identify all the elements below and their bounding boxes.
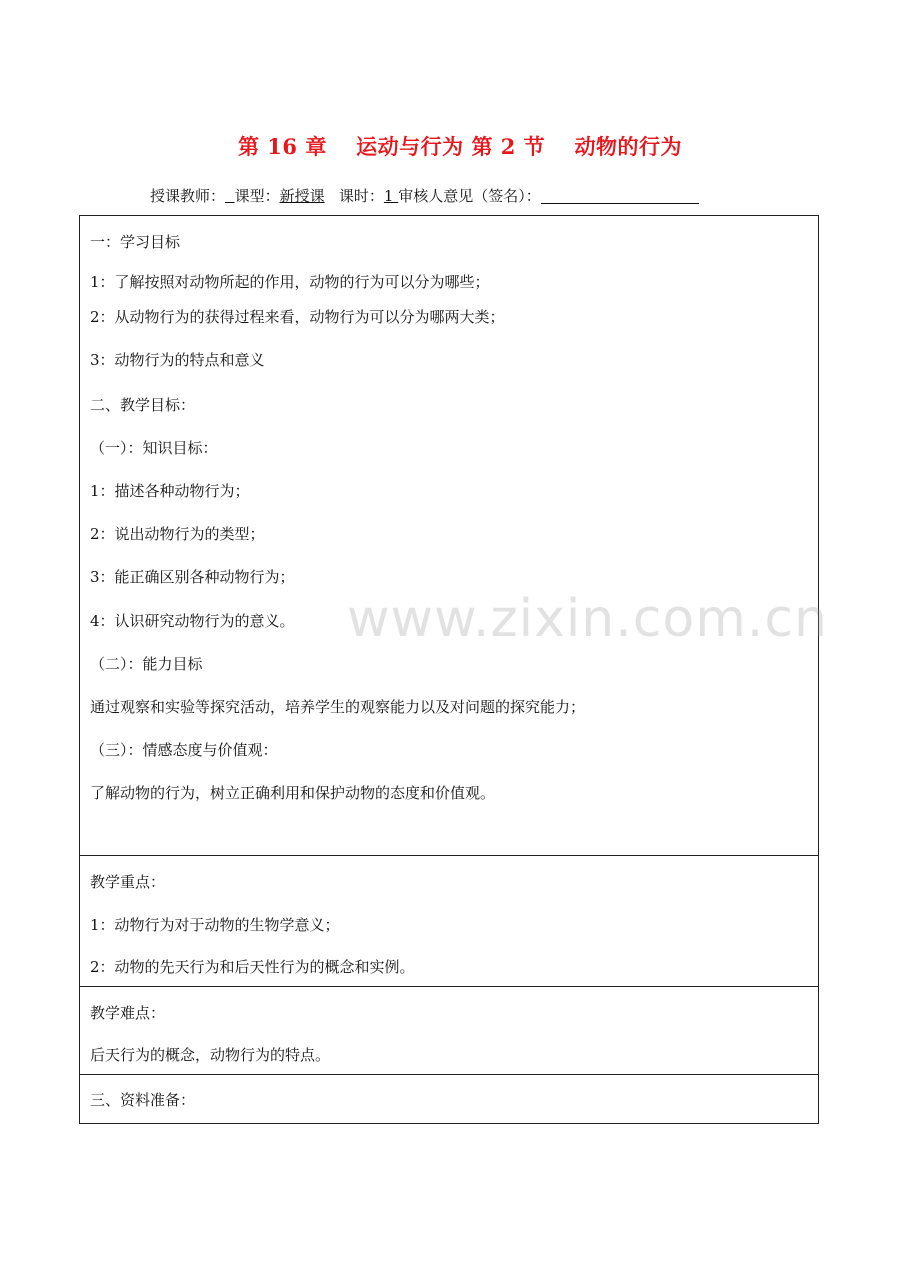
hours-label: 课时：: [338, 187, 384, 205]
list-item: 1：了解按照对动物所起的作用，动物的行为可以分为哪些；: [90, 273, 490, 291]
list-item: 了解动物的行为，树立正确利用和保护动物的态度和价值观。: [90, 784, 496, 802]
review-label: 审核人意见（签名）：: [398, 187, 541, 205]
list-item: 1：动物行为对于动物的生物学意义；: [90, 916, 340, 934]
teacher-blank: [225, 187, 235, 205]
subsection-heading: （三）：情感态度与价值观：: [90, 741, 278, 759]
teacher-label: 授课教师：: [150, 187, 226, 205]
watermark: www.zixin.com.cn: [347, 589, 828, 649]
list-item: 2：说出动物行为的类型；: [90, 525, 265, 543]
difficulties-section: [79, 986, 819, 1075]
objectives-section: [79, 215, 819, 856]
materials-section: [79, 1074, 819, 1124]
key-points-section: [79, 855, 819, 987]
list-item: 2：动物的先天行为和后天性行为的概念和实例。: [90, 958, 415, 976]
section-heading: 三、资料准备：: [90, 1091, 196, 1109]
list-item: 4：认识研究动物行为的意义。: [90, 612, 295, 630]
section-heading: 二、教学目标：: [90, 396, 196, 414]
section-heading: 一：学习目标: [90, 233, 181, 251]
signature-blank: [541, 188, 699, 204]
section-heading: 教学重点：: [90, 873, 166, 891]
subsection-heading: （一）：知识目标：: [90, 439, 218, 457]
subsection-heading: （二）：能力目标: [90, 655, 203, 673]
section-heading: 教学难点：: [90, 1004, 166, 1022]
hours-value: 1: [383, 187, 399, 205]
type-label: 课型：: [234, 187, 280, 205]
list-item: 2：从动物行为的获得过程来看，动物行为可以分为哪两大类；: [90, 308, 505, 326]
list-item: 1：描述各种动物行为；: [90, 482, 250, 500]
lesson-meta-line: [150, 185, 699, 206]
list-item: 通过观察和实验等探究活动，培养学生的观察能力以及对问题的探究能力；: [90, 698, 586, 716]
list-item: 3：动物行为的特点和意义: [90, 351, 265, 369]
document-title: 第 16 章 运动与行为 第 2 节 动物的行为: [237, 134, 682, 159]
type-value: 新授课: [279, 187, 325, 205]
list-item: 后天行为的概念，动物行为的特点。: [90, 1046, 331, 1064]
list-item: 3：能正确区别各种动物行为；: [90, 568, 295, 586]
